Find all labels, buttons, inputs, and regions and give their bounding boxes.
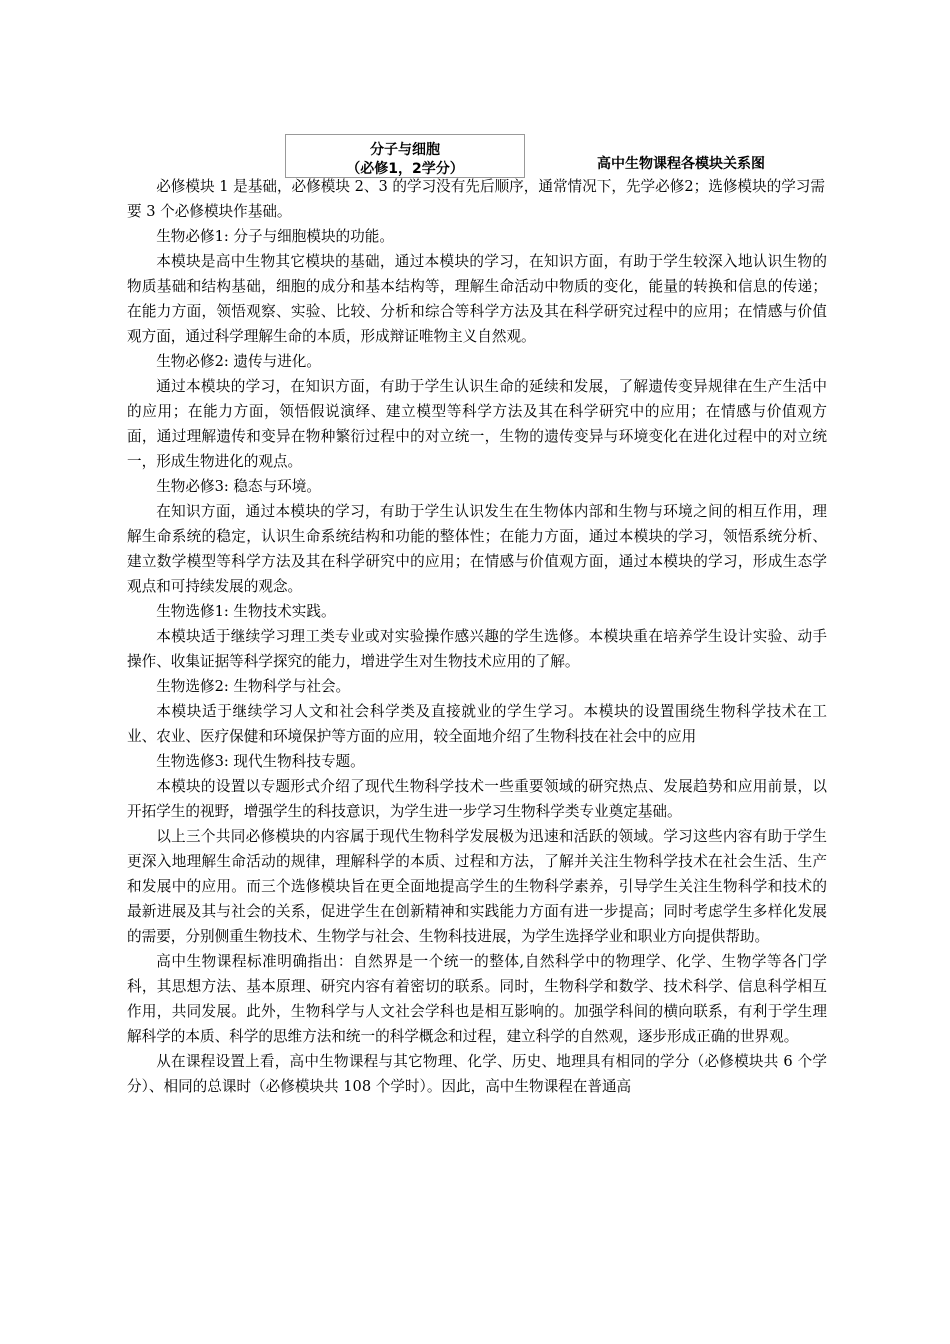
paragraph: 高中生物课程标准明确指出：自然界是一个统一的整体,自然科学中的物理学、化学、生物学等各门学科，其思想方法、基本原理、研究内容有着密切的联系。同时，生物科学和数学、技术科学、信息科学相互作用，共同发展。此外，生物科学与人文社会学科也是相互影响的。加强学科间的横向联系，有利于学生理解科学的本质、科学的思维方法和统一的科学概念和过程，建立科学的自然观，逐步形成正确的世界观。 [127, 953, 827, 1045]
section-heading: 生物必修2: 遗传与进化。 [156, 353, 321, 370]
paragraph: 本模块适于继续学习理工类专业或对实验操作感兴趣的学生选修。本模块重在培养学生设计实验、动手操作、收集证据等科学探究的能力，增进学生对生物技术应用的了解。 [127, 628, 827, 670]
paragraph: 本模块是高中生物其它模块的基础，通过本模块的学习，在知识方面，有助于学生较深入地认识生物的物质基础和结构基础，细胞的成分和基本结构等，理解生命活动中物质的变化，能量的转换和信息的传递；在能力方面，领悟观察、实验、比较、分析和综合等科学方法及其在科学研究过程中的应用；在情感与价值观方面，通过科学理解生命的本质，形成辩证唯物主义自然观。 [127, 253, 827, 345]
paragraph: 本模块的设置以专题形式介绍了现代生物科学技术一些重要领域的研究热点、发展趋势和应用前景，以开拓学生的视野，增强学生的科技意识，为学生进一步学习生物科学类专业奠定基础。 [127, 778, 827, 820]
diagram-title: 高中生物课程各模块关系图 [597, 156, 765, 172]
paragraph: 通过本模块的学习，在知识方面，有助于学生认识生命的延续和发展，了解遗传变异规律在生产生活中的应用；在能力方面，领悟假说演绎、建立模型等科学方法及其在科学研究中的应用；在情感与价值观方面，通过理解遗传和变异在物种繁衍过程中的对立统一，生物的遗传变异与环境变化在进化过程中的对立统一，形成生物进化的观点。 [127, 378, 827, 470]
section-heading: 生物选修1: 生物技术实践。 [156, 603, 336, 620]
section-heading: 生物必修3: 稳态与环境。 [156, 478, 321, 495]
section-heading: 生物选修3: 现代生物科技专题。 [156, 753, 365, 770]
paragraph: 在知识方面，通过本模块的学习，有助于学生认识发生在生物体内部和生物与环境之间的相互作用，理解生命系统的稳定，认识生命系统结构和功能的整体性；在能力方面，通过本模块的学习，领悟系统分析、建立数学模型等科学方法及其在科学研究中的应用；在情感与价值观方面，通过本模块的学习，形成生态学观点和可持续发展的观念。 [127, 503, 827, 595]
paragraph: 以上三个共同必修模块的内容属于现代生物科学发展极为迅速和活跃的领域。学习这些内容有助于学生更深入地理解生命活动的规律，理解科学的本质、过程和方法，了解并关注生物科学技术在社会生活、生产和发展中的应用。而三个选修模块旨在更全面地提高学生的生物科学素养，引导学生关注生物科学和技术的最新进展及其与社会的关系，促进学生在创新精神和实践能力方面有进一步提高；同时考虑学生多样化发展的需要，分别侧重生物技术、生物学与社会、生物科技进展，为学生选择学业和职业方向提供帮助。 [127, 828, 827, 945]
module-box-subtitle: （必修1，2学分） [346, 161, 464, 177]
paragraph: 本模块适于继续学习人文和社会科学类及直接就业的学生学习。本模块的设置围绕生物科学技术在工业、农业、医疗保健和环境保护等方面的应用，较全面地介绍了生物科技在社会中的应用 [127, 703, 827, 745]
section-heading: 生物必修1: 分子与细胞模块的功能。 [156, 228, 394, 245]
module-box-title: 分子与细胞 [370, 142, 440, 158]
section-heading: 生物选修2: 生物科学与社会。 [156, 678, 351, 695]
paragraph: 从在课程设置上看，高中生物课程与其它物理、化学、历史、地理具有相同的学分（必修模块共 6 个学分）、相同的总课时（必修模块共 108 个学时）。因此，高中生物课程在普通高 [127, 1053, 827, 1095]
module-box-molecule-cell [285, 134, 525, 178]
paragraph: 必修模块 1 是基础，必修模块 2、3 的学习没有先后顺序，通常情况下，先学必修2；选修模块的学习需要 3 个必修模块作基础。 [127, 178, 825, 220]
document-body [127, 174, 827, 1099]
